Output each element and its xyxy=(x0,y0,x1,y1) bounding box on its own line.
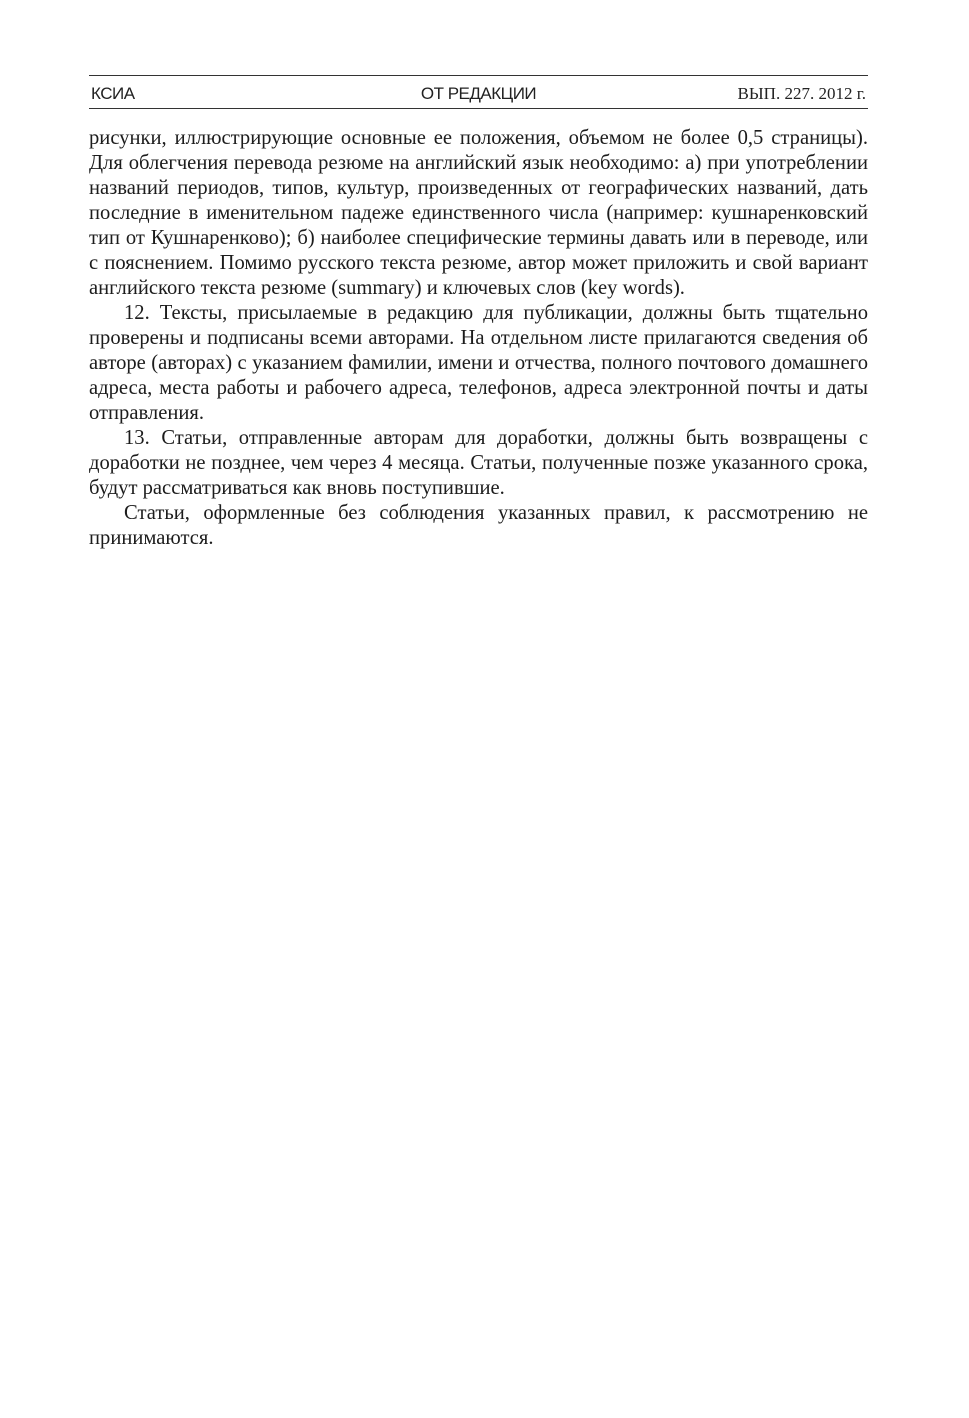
paragraph-closing-note: Статьи, оформленные без соблюдения указанных правил, к рассмотрению не принимаются. xyxy=(89,502,868,549)
section-title: ОТ РЕДАКЦИИ xyxy=(420,84,537,103)
issue-info: ВЫП. 227. 2012 г. xyxy=(737,84,866,103)
paragraph-item-13: 13. Статьи, отправленные авторам для доработки, должны быть возвращены с доработки не позднее, чем через 4 месяца. Статьи, полученные позже указанного срока, будут рассматриваться как вновь поступившие. xyxy=(89,427,868,499)
body-text xyxy=(89,126,868,551)
paragraph-continuation: рисунки, иллюстрирующие основные ее положения, объемом не более 0,5 страницы). Для облегчения перевода резюме на английский язык необходимо: а) при употреблении названий периодов, типов, культур, произведенных от географических названий, дать последние в именительном падеже единственного числа (например: кушнаренковский тип от Кушнаренково); б) наиболее специфические термины давать или в переводе, или с пояснением. Помимо русского текста резюме, автор может приложить и свой вариант английского текста резюме (summary) и ключевых слов (key words). xyxy=(89,127,868,299)
document-page xyxy=(89,75,868,551)
running-header xyxy=(89,75,868,109)
journal-abbreviation: КСИА xyxy=(91,84,135,103)
paragraph-item-12: 12. Тексты, присылаемые в редакцию для публикации, должны быть тщательно проверены и подписаны всеми авторами. На отдельном листе прилагаются сведения об авторе (авторах) с указанием фамилии, имени и отчества, полного почтового домашнего адреса, места работы и рабочего адреса, телефонов, адреса электронной почты и даты отправления. xyxy=(89,302,868,424)
